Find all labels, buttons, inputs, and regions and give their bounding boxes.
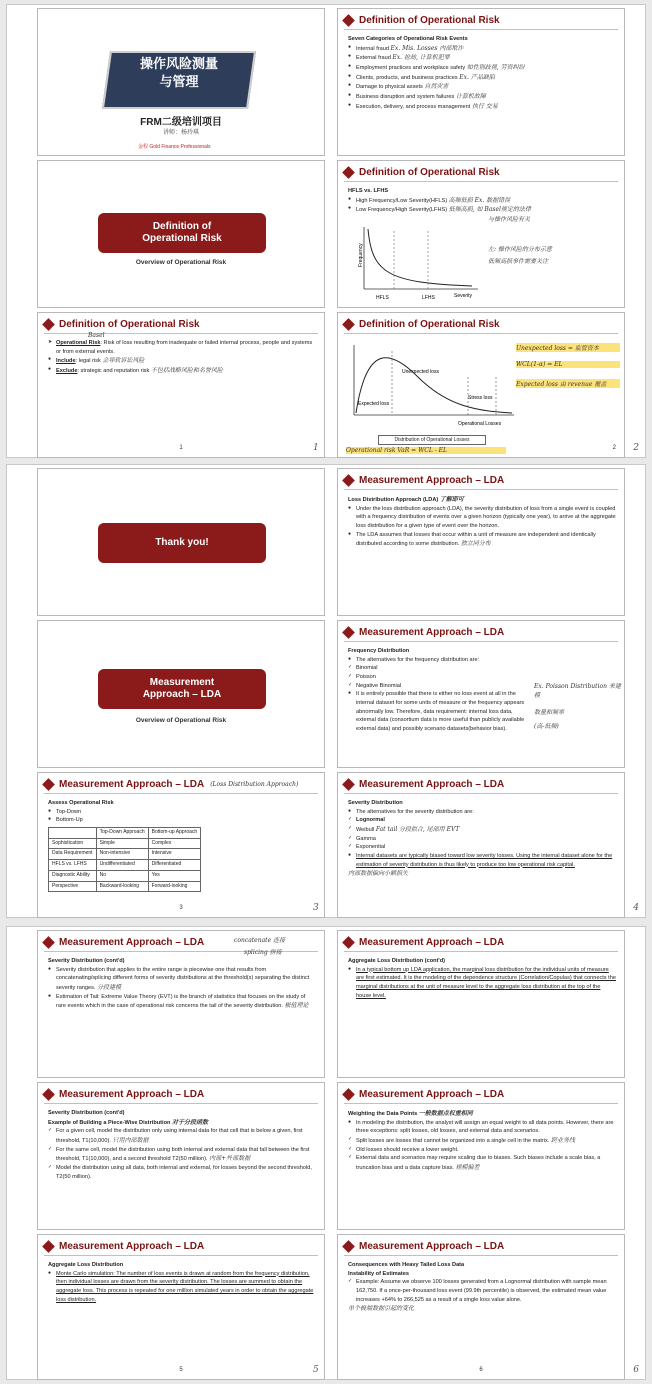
caption-box: Distribution of Operational Losses	[378, 435, 486, 445]
list-item: ✓ For the same cell, model the distribution using both internal and external data that fall between the first threshold, T1(10,000), and a second threshold T2(50 million). 内部+外部数据	[48, 1146, 316, 1164]
slide-title: Measurement Approach – LDA	[344, 937, 618, 948]
slide-title: Measurement Approach – LDA (Loss Distribution Approach)	[44, 779, 318, 790]
list-item: ✓ Exponential	[348, 843, 616, 852]
page-number: 3	[179, 905, 183, 911]
sheet-number: 1	[313, 443, 319, 453]
slide-title: Measurement Approach – LDA	[344, 779, 618, 790]
list-item: ● Severity distribution that applies to the entire range is piecewise one that results from concatenating/splicing different forms of severity distributions at the threshold(s) separating the distinct severity ranges. 分段建模	[48, 966, 316, 993]
page-number: 6	[479, 1367, 483, 1373]
loss-distribution-slide	[337, 312, 625, 458]
diamond-icon	[42, 936, 55, 949]
section-banner: Definition of Operational Risk	[98, 213, 266, 253]
thank-you-slide	[37, 468, 325, 616]
list-item: ● Clients, products, and business practices Ex. 产品缺陷	[348, 73, 616, 83]
aggregate-slide	[37, 1234, 325, 1380]
severity-cont-slide	[37, 930, 325, 1078]
cover-slide	[37, 8, 325, 156]
slide-body: Loss Distribution Approach (LDA) 了解即可 ● Under the loss distribution approach (LDA), the severity distribution of loss from a single event is coupled with a frequency distribution of events over a given horizon (typically one year), to arrive at the aggregate loss distribution for a given type of event over the horizon. ● The LDA assumes that losses that occur within a unit of measure are independent and identically distributed according to some distribution. 独立同分布	[348, 495, 616, 549]
list-item: ● In a typical bottom up LDA application, the marginal loss distribution for the individual units of measure are first estimated. It is the modeling of the dependence structure (Correlation/Copulas) that connects the marginal distributions at the unit of measure level to the aggregate loss distribution at the top of the house level.	[348, 966, 616, 1001]
list-item: ● Internal datasets are typically biased toward low severity losses. Using the internal dataset alone for the estimation of severity distribution is thus likely to produce too low operational risk capital.	[348, 852, 616, 869]
hfls-slide	[337, 160, 625, 308]
list-item: ● The alternatives for the frequency distribution are:	[348, 656, 528, 665]
piecewise-slide	[37, 1082, 325, 1230]
list-item: ✓ For a given cell, model the distribution only using internal data for that cell that is below a given, first threshold, T1(10,000). 只用内部数据	[48, 1127, 316, 1145]
table-row: Sophistication Simple Complex	[49, 838, 201, 849]
diamond-icon	[342, 1240, 355, 1253]
cover-lecturer: 讲师：杨玲琪	[162, 130, 199, 136]
comparison-table: Top-Down Approach Bottom-up Approach Sophistication Simple Complex Data Requirement Non-intensive Intensive HFLS vs. LFHS Undifferentiated Differentiated Diagnostic Ability No Yes Perspective Backward-looking Forward-looking	[48, 827, 201, 893]
weighting-slide	[337, 1082, 625, 1230]
diamond-icon	[42, 1088, 55, 1101]
list-item: ✓ Example: Assume we observe 100 losses generated from a Lognormal distribution with sample mean 162,750. If a once-per-thousand loss event (99.9th percentile) is observed, the estimated mean value increases +64% to 266,525 as a result of a single loss value alone.	[348, 1278, 616, 1304]
list-item: ✓ Binomial	[348, 664, 528, 673]
diamond-icon	[342, 474, 355, 487]
slide-title: Definition of Operational Risk	[344, 15, 618, 26]
table-row: Data Requirement Non-intensive Intensive	[49, 849, 201, 860]
scan-page-2	[6, 464, 646, 918]
sheet-number: 3	[313, 903, 319, 913]
definition-slide	[37, 312, 325, 458]
categories-slide	[337, 8, 625, 156]
list-item: ✓ Model the distribution using all data, both internal and external, for losses beyond the second threshold, T2(50 million).	[48, 1164, 316, 1181]
slide-title: Definition of Operational Risk	[344, 167, 618, 178]
slide-title: Measurement Approach – LDA	[44, 1241, 318, 1252]
list-item: ✓ External data and scenarios may require scaling due to biases. Such biases include a scale bias, a truncation bias and a data capture bias. 规模偏差	[348, 1154, 616, 1172]
list-item: ✓ Old losses should receive a lower weight.	[348, 1146, 616, 1155]
list-item: ● Under the loss distribution approach (LDA), the severity distribution of loss from a single event is coupled with a frequency distribution of events over a given horizon (typically one year), to arrive at the aggregate loss distribution for a given type of event over the horizon.	[348, 505, 616, 531]
list-item: ● It is entirely possible that there is either no loss event at all in the internal dataset for some units of measure or the frequency appears abnormally low. Therefore, data requirement: internal loss data, external data (consortium data is more useful than publicly available external data) and possibly scenario datasets(behavior bias).	[348, 690, 528, 733]
list-item: ● Internal fraud Ex. Mis. Losses 内部欺诈	[348, 44, 616, 54]
section-banner: Measurement Approach – LDA	[98, 669, 266, 709]
list-item: ✓ Poisson	[348, 673, 528, 682]
list-item: ● Employment practices and workplace safety 如性别歧视, 劳资纠纷	[348, 63, 616, 73]
expected-loss-label: Expected loss	[358, 401, 390, 407]
list-item: ➤ Operational Risk: Risk of loss resulting from inadequate or failed internal process, people and systems or from external events.	[48, 339, 316, 356]
page-number: 1	[179, 445, 183, 451]
list-item: ● The alternatives for the severity distribution are:	[348, 808, 616, 817]
list-item: ● Execution, delivery, and process management 执行 交易	[348, 102, 616, 112]
list-item: ● External fraud Ex. 抢劫, 计算机犯罪	[348, 53, 616, 63]
frequency-slide	[337, 620, 625, 768]
list-item: ✓ Lognormal	[348, 816, 616, 825]
handwritten-note: 单个极端数据引起的变化	[348, 1305, 415, 1313]
diamond-icon	[342, 936, 355, 949]
slide-body: Seven Categories of Operational Risk Events ● Internal fraud Ex. Mis. Losses 内部欺诈 ● External fraud Ex. 抢劫, 计算机犯罪 ● Employment practices and workplace safety 如性别歧视, 劳资纠纷 ● Clients, products, and business practices Ex. 产品缺陷 ● Damage to physical assets 自然灾害 ● Business disruption and system failures 计算机故障 ● Execution, delivery, and process management 执行 交易	[348, 35, 616, 111]
handwritten-note: WCL(1-α) = EL	[516, 361, 620, 368]
slide-body: Aggregate Loss Distribution (cont'd) ● In a typical bottom up LDA application, the marginal loss distribution for the individual units of measure are first estimated. It is the modeling of the dependence structure (Correlation/Copulas) that connects the marginal distributions at the unit of measure level to the aggregate loss distribution at the top of the house level.	[348, 957, 616, 1000]
slide-body: Frequency Distribution ● The alternatives for the frequency distribution are: ✓ Binomial ✓ Poisson ✓ Negative Binomial ● It is entirely possible that there is either no loss event at all in the internal dataset for some units of measure or the frequency appears abnormally low. Therefore, data requirement: internal loss data, external data (consortium data is more useful than publicly available external data) and possibly scenario datasets(behavior bias).	[348, 647, 528, 734]
handwritten-note: 左: 操作风险的分布示意	[488, 246, 552, 253]
handwritten-note: 低频高损事件需要关注	[488, 258, 549, 265]
diamond-icon	[342, 14, 355, 27]
heavy-tail-slide	[337, 1234, 625, 1380]
handwritten-note: Expected loss 由 revenue 覆盖	[516, 379, 620, 388]
diamond-icon	[342, 626, 355, 639]
hfls-curve-diagram	[352, 223, 482, 303]
section-slide	[37, 160, 325, 308]
table-row: Perspective Backward-looking Forward-looking	[49, 881, 201, 892]
lda-slide	[337, 468, 625, 616]
list-item: ● Include: legal risk 会导致诉讼风险	[48, 356, 316, 366]
slide-body: Consequences with Heavy Tailed Loss Data Instability of Estimates ✓ Example: Assume we observe 100 losses generated from a Lognormal distribution with sample mean 162,750. If a once-per-thousand loss event (99.9th percentile) is observed, the estimated mean value increases +64% to 266,525 as a result of a single loss value alone. 单个极端数据引起的变化	[348, 1261, 616, 1314]
slide-body	[48, 332, 316, 376]
severity-slide	[337, 772, 625, 918]
section-caption: Overview of Operational Risk	[135, 259, 227, 266]
assess-slide	[37, 772, 325, 918]
diamond-icon	[342, 318, 355, 331]
handwritten-note: Unexpected loss = 监管资本	[516, 343, 620, 352]
slide-title: Definition of Operational Risk	[344, 319, 618, 330]
hfls-label: HFLS	[376, 295, 389, 301]
sheet-number: 5	[313, 1365, 319, 1375]
diamond-icon	[342, 1088, 355, 1101]
sheet-number: 4	[633, 903, 639, 913]
sheet-number: 2	[633, 443, 639, 453]
axis-y-label: Frequency	[358, 243, 364, 267]
aggregate-cont-slide	[337, 930, 625, 1078]
table-row: Diagnostic Ability No Yes	[49, 870, 201, 881]
slide-title: Measurement Approach – LDA	[44, 1089, 318, 1100]
x-label: Operational Losses	[458, 421, 502, 427]
page-number: 2	[612, 445, 616, 451]
axis-x-label: Severity	[454, 293, 473, 299]
section-slide	[37, 620, 325, 768]
list-item: ● Damage to physical assets 自然灾害	[348, 82, 616, 92]
slide-title: Definition of Operational Risk	[44, 319, 318, 330]
diamond-icon	[42, 1240, 55, 1253]
list-item: ● Exclude: strategic and reputation risk 不包括战略风险和名誉风险	[48, 366, 316, 376]
handwritten-note: (高-低频)	[534, 723, 559, 730]
slide-body: Assess Operational Risk ● Top-Down ● Bottom-Up Top-Down Approach Bottom-up Approach Sophistication Simple Complex Data Requirement Non-intensive Intensive HFLS vs. LFHS Undifferentiated Differentiated Diagnostic Ability No Yes Perspective Backward-looking Forward-looking	[48, 799, 316, 892]
handwritten-note: 内部数据偏向小额损失	[348, 870, 409, 878]
list-item: ● Business disruption and system failures 计算机故障	[348, 92, 616, 102]
slide-title: Measurement Approach – LDA	[44, 937, 318, 948]
handwritten-note: Ex. Poisson Distribution 来建模	[534, 683, 621, 699]
unexpected-loss-label: Unexpected loss	[402, 369, 439, 375]
list-item: ● High Frequency/Low Severity(HFLS) 高频低损 Ex. 数据错误	[348, 196, 616, 206]
slide-body: Severity Distribution (cont'd) ● Severity distribution that applies to the entire range is piecewise one that results from concatenating/splicing different forms of severity distributions at the threshold(s) separating the distinct severity ranges. 分段建模 ● Estimation of Tail: Extreme Value Theory (EVT) is the branch of statistics that focuses on the study of rare events which in the case of operational risk concerns the tail of the severity distribution. 极值理论	[48, 957, 316, 1011]
handwritten-note: Basel	[88, 332, 105, 339]
slide-body: Severity Distribution (cont'd) Example of Building a Piece-Wise Distribution 对于分段函数 ✓ For a given cell, model the distribution only using internal data for that cell that is below a given, first threshold, T1(10,000). 只用内部数据 ✓ For the same cell, model the distribution using both internal and external data that fall between the first threshold, T1(10,000), and a second threshold T2(50 million). 内部+外部数据 ✓ Model the distribution using all data, both internal and external, for losses beyond the second threshold, T2(50 million).	[48, 1109, 316, 1181]
diamond-icon	[342, 166, 355, 179]
section-caption: Overview of Operational Risk	[135, 717, 227, 724]
list-item: ● Monte Carlo simulation: The number of loss events is drawn at random from the frequency distribution, then individual losses are drawn from the severity distribution. The losses are summed to obtain the aggregate loss. This process is repeated for one million simulated years in order to obtain the aggregate loss distribution.	[48, 1270, 316, 1305]
list-item: ✓ Negative Binomial	[348, 682, 528, 691]
slide-body: Severity Distribution ● The alternatives for the severity distribution are: ✓ Lognormal ✓ Weibull Fat tail 分段拟合, 尾部用 EVT ✓ Gamma ✓ Exponential ● Internal datasets are typically biased toward low severity losses. Using the internal dataset alone for the estimation of severity distribution is thus likely to produce too low operational risk capital. 内部数据偏向小额损失	[348, 799, 616, 879]
slide-body: HFLS vs. LFHS ● High Frequency/Low Severity(HFLS) 高频低损 Ex. 数据错误 ● Low Frequency/High Severity(LFHS) 低频高损, 如 Basel规定的法律 与操作风险有关 左: 操作风险的分布示意 低频高损事件需要关注	[348, 187, 616, 215]
list-item: ● The LDA assumes that losses that occur within a unit of measure are independent and identically distributed according to some distribution. 独立同分布	[348, 531, 616, 549]
slide-title: Measurement Approach – LDA	[344, 1241, 618, 1252]
handwritten-note: 与操作风险有关	[488, 216, 531, 223]
cover-subtitle: FRM二级培训项目	[140, 117, 222, 128]
scan-page-1	[6, 4, 646, 458]
loss-distribution-diagram	[348, 337, 518, 433]
thank-you-banner: Thank you!	[98, 523, 266, 563]
slide-title: Measurement Approach – LDA	[344, 627, 618, 638]
slide-body: Aggregate Loss Distribution ● Monte Carlo simulation: The number of loss events is drawn at random from the frequency distribution, then individual losses are drawn from the severity distribution. The losses are summed to obtain the aggregate loss. This process is repeated for one million simulated years in order to obtain the aggregate loss distribution.	[48, 1261, 316, 1304]
diamond-icon	[42, 318, 55, 331]
list-item: ● Low Frequency/High Severity(LFHS) 低频高损, 如 Basel规定的法律	[348, 205, 616, 215]
list-item: ✓ Gamma	[348, 835, 616, 844]
slide-body: Weighting the Data Points 一般数据点权重相同 ● In modeling the distribution, the analyst will assign an equal weight to all data points. However, there are three exceptions: split losses, old losses, and external data and scenarios. ✓ Split losses are losses that cannot be organized into a single cell in the matrix. 跨业务线 ✓ Old losses should receive a lower weight. ✓ External data and scenarios may require scaling due to biases. Such biases include a scale bias, a truncation bias and a data capture bias. 规模偏差	[348, 1109, 616, 1173]
list-item: ● In modeling the distribution, the analyst will assign an equal weight to all data points. However, there are three exceptions: split losses, old losses, and external data and scenarios.	[348, 1119, 616, 1136]
scan-page-3	[6, 926, 646, 1380]
list-item: ✓ Split losses are losses that cannot be organized into a single cell in the matrix. 跨业务线	[348, 1136, 616, 1146]
handwritten-note: splicing 拼接	[244, 949, 282, 956]
list-item: ● Top-Down	[48, 808, 316, 817]
diamond-icon	[42, 778, 55, 791]
handwritten-note: 数量和频率	[534, 709, 565, 716]
list-item: ✓ Weibull Fat tail 分段拟合, 尾部用 EVT	[348, 825, 616, 835]
list-item: ● Bottom-Up	[48, 816, 316, 825]
diamond-icon	[342, 778, 355, 791]
cover-title: 操作风险测量 与管理	[139, 56, 218, 89]
handwritten-note: concatenate 连接	[234, 937, 286, 944]
list-item: ● Estimation of Tail: Extreme Value Theory (EVT) is the branch of statistics that focuses on the study of rare events which in the case of operational risk concerns the tail of the severity distribution. 极值理论	[48, 993, 316, 1011]
slide-title: Measurement Approach – LDA	[344, 475, 618, 486]
slide-title: Measurement Approach – LDA	[344, 1089, 618, 1100]
table-row: HFLS vs. LFHS Undifferentiated Differentiated	[49, 860, 201, 871]
handwritten-note: Operational risk VaR = WCL - EL	[346, 447, 506, 454]
page-number: 5	[179, 1367, 183, 1373]
stress-loss-label: Stress loss	[468, 395, 493, 401]
sheet-number: 6	[633, 1365, 639, 1375]
cover-logo: 金程 Gold Finance Professionals	[138, 144, 211, 150]
lfhs-label: LFHS	[422, 295, 435, 301]
